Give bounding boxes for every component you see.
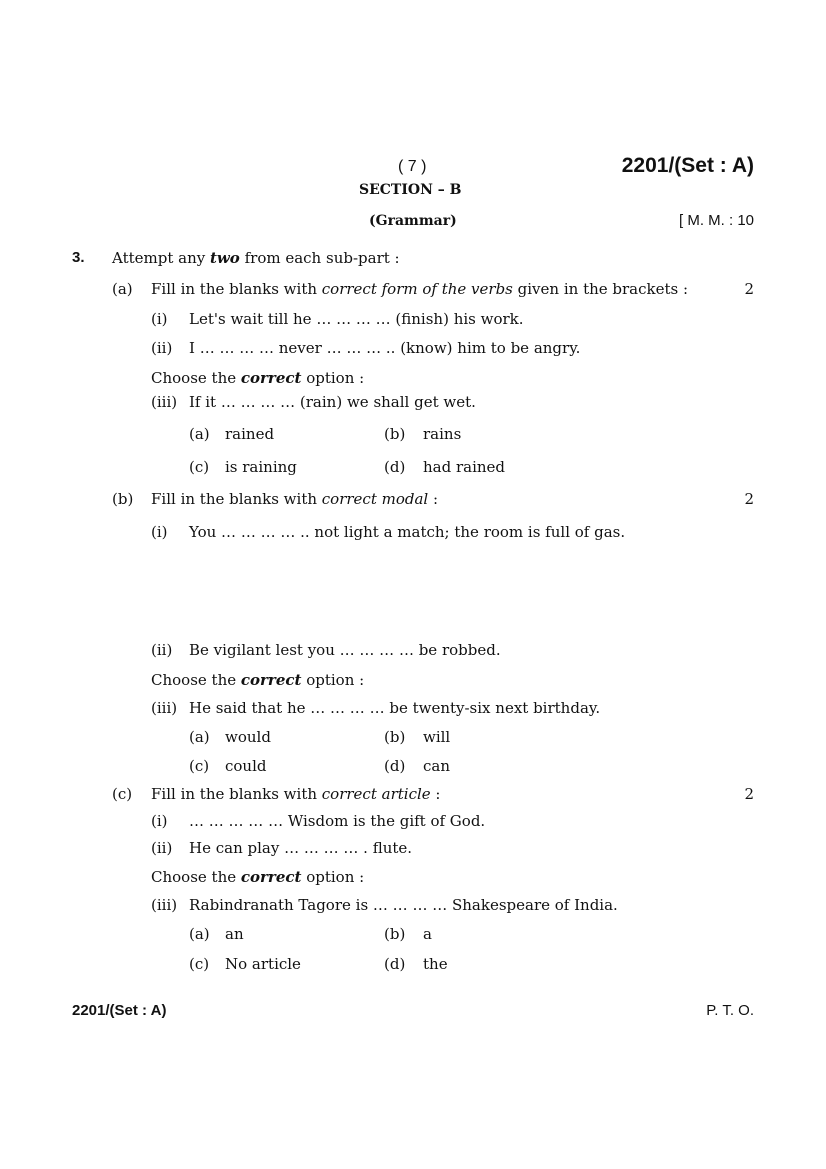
part-a-item-text: Let's wait till he … … … … (finish) his work.: [189, 310, 524, 328]
option-label: (c): [189, 955, 210, 973]
part-a-mcq-text: If it … … … … (rain) we shall get wet.: [189, 393, 476, 411]
option-label: (c): [189, 458, 210, 476]
part-b-item-label: (ii): [151, 641, 173, 659]
option-text: will: [423, 728, 451, 746]
option-label: (a): [189, 425, 210, 443]
part-a-item-text: I … … … … never … … … .. (know) him to be angry.: [189, 339, 581, 357]
option-label: (d): [384, 955, 406, 973]
part-b-item-text: Be vigilant lest you … … … … be robbed.: [189, 641, 501, 659]
option-text: rains: [423, 425, 462, 443]
option-text: rained: [225, 425, 275, 443]
option-label: (b): [384, 425, 406, 443]
option-text: the: [423, 955, 448, 973]
part-a-title: Fill in the blanks with correct form of the verbs given in the brackets :: [151, 280, 689, 298]
option-label: (a): [189, 925, 210, 943]
option-label: (b): [384, 728, 406, 746]
part-c-mcq-label: (iii): [151, 896, 178, 914]
question-instruction: Attempt any two from each sub-part :: [112, 249, 400, 267]
option-label: (c): [189, 757, 210, 775]
part-c-marks: 2: [744, 785, 754, 803]
part-c-item-label: (ii): [151, 839, 173, 857]
option-label: (a): [189, 728, 210, 746]
part-c-label: (c): [112, 785, 133, 803]
option-text: No article: [225, 955, 301, 973]
part-a-choose-instruction: Choose the correct option :: [151, 369, 365, 387]
option-label: (b): [384, 925, 406, 943]
paper-code-header: 2201/(Set : A): [621, 154, 754, 177]
option-text: had rained: [423, 458, 506, 476]
part-b-label: (b): [112, 490, 134, 508]
question-number: 3.: [72, 249, 85, 266]
section-title: SECTION – B: [359, 182, 462, 198]
page-number: ( 7 ): [398, 158, 427, 175]
paper-code-footer: 2201/(Set : A): [72, 1002, 167, 1019]
part-a-mcq-label: (iii): [151, 393, 178, 411]
option-text: is raining: [225, 458, 297, 476]
part-b-title: Fill in the blanks with correct modal :: [151, 490, 439, 508]
part-b-item-label: (i): [151, 523, 168, 541]
max-marks: [ M. M. : 10: [678, 212, 754, 229]
part-b-marks: 2: [744, 490, 754, 508]
part-c-mcq-text: Rabindranath Tagore is … … … … Shakespeare of India.: [189, 896, 618, 914]
option-text: could: [225, 757, 267, 775]
part-c-item-text: He can play … … … … . flute.: [189, 839, 413, 857]
part-c-item-text: … … … … … Wisdom is the gift of God.: [189, 812, 486, 830]
part-c-choose-instruction: Choose the correct option :: [151, 868, 365, 886]
part-b-choose-instruction: Choose the correct option :: [151, 671, 365, 689]
pto-label: P. T. O.: [706, 1002, 754, 1019]
part-c-title: Fill in the blanks with correct article :: [151, 785, 441, 803]
part-a-item-label: (ii): [151, 339, 173, 357]
part-c-item-label: (i): [151, 812, 168, 830]
part-a-marks: 2: [744, 280, 754, 298]
option-label: (d): [384, 757, 406, 775]
part-a-label: (a): [112, 280, 133, 298]
option-label: (d): [384, 458, 406, 476]
option-text: can: [423, 757, 451, 775]
part-b-item-text: You … … … … .. not light a match; the room is full of gas.: [189, 523, 626, 541]
part-b-mcq-text: He said that he … … … … be twenty-six next birthday.: [189, 699, 601, 717]
option-text: would: [225, 728, 271, 746]
option-text: an: [225, 925, 244, 943]
subsection-title: (Grammar): [369, 213, 457, 229]
part-b-mcq-label: (iii): [151, 699, 178, 717]
part-a-item-label: (i): [151, 310, 168, 328]
option-text: a: [423, 925, 432, 943]
